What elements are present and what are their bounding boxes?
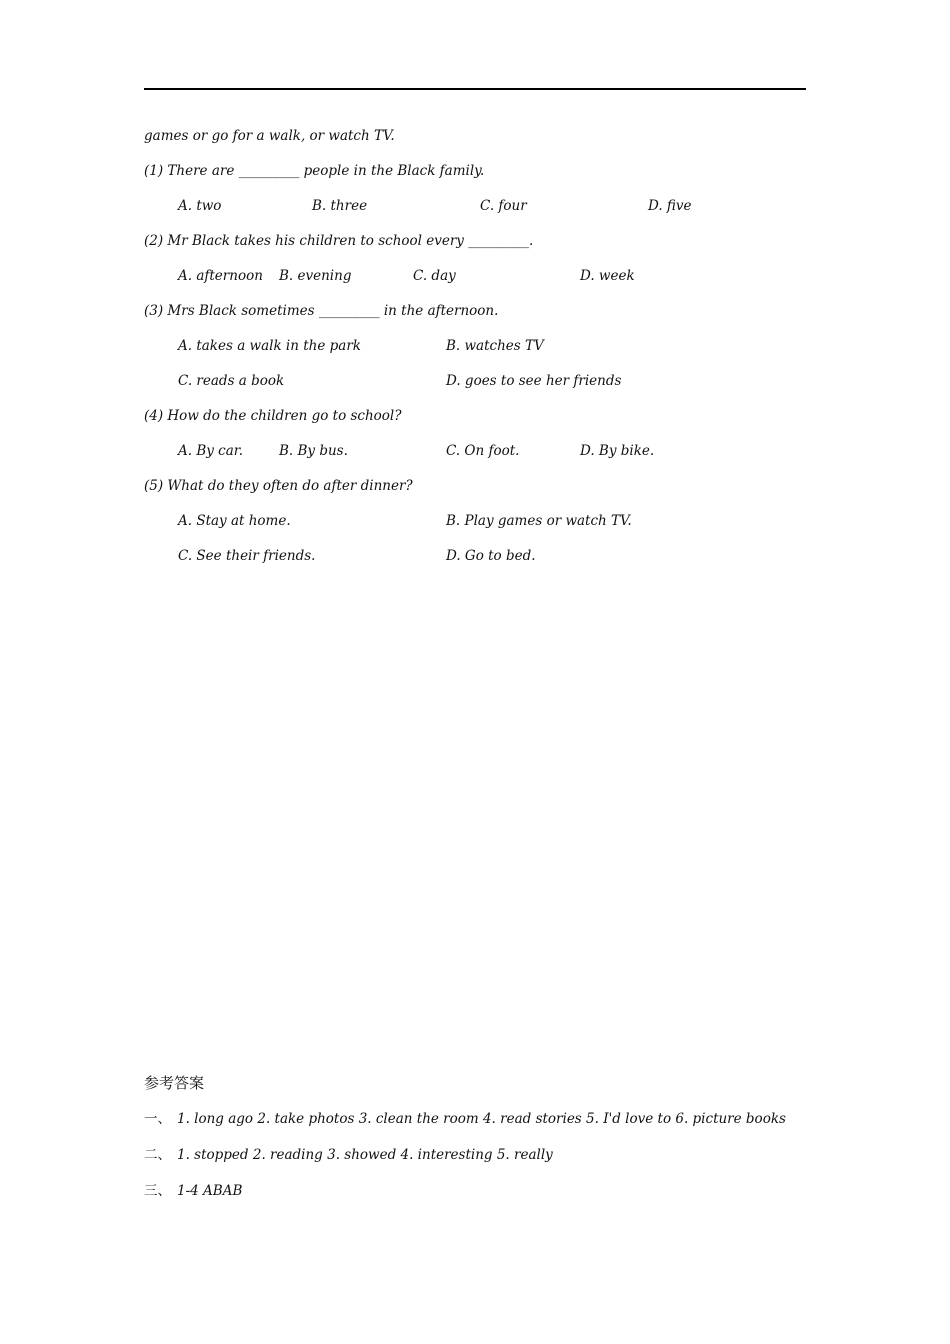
question-3-option-d: D. goes to see her friends xyxy=(446,373,622,389)
answers-title: 参考答案 xyxy=(144,1074,205,1092)
question-5-stem: (5) What do they often do after dinner? xyxy=(144,478,413,494)
answer-section-2 xyxy=(144,1143,553,1163)
passage-tail: games or go for a walk, or watch TV. xyxy=(144,128,395,144)
question-4-option-a: A. By car. xyxy=(178,443,244,459)
question-1-option-b: B. three xyxy=(312,198,368,214)
question-3-stem: (3) Mrs Black sometimes _________ in the afternoon. xyxy=(144,303,499,319)
header-rule xyxy=(144,88,806,90)
answer-section-3 xyxy=(144,1179,242,1199)
answer-section-1-number: 一、 xyxy=(144,1111,171,1127)
question-1-stem: (1) There are _________ people in the Black family. xyxy=(144,163,485,179)
question-4-option-b: B. By bus. xyxy=(279,443,348,459)
question-3-option-a: A. takes a walk in the park xyxy=(178,338,361,354)
question-1-option-d: D. five xyxy=(648,198,692,214)
answer-section-1 xyxy=(144,1107,786,1127)
question-5-option-b: B. Play games or watch TV. xyxy=(446,513,632,529)
answer-section-2-text: 1. stopped 2. reading 3. showed 4. interesting 5. really xyxy=(177,1147,553,1163)
answer-section-1-text: 1. long ago 2. take photos 3. clean the room 4. read stories 5. I'd love to 6. picture books xyxy=(177,1111,786,1127)
question-2-stem: (2) Mr Black takes his children to school every _________. xyxy=(144,233,534,249)
question-4-option-d: D. By bike. xyxy=(580,443,655,459)
question-1-option-c: C. four xyxy=(480,198,527,214)
question-2-option-d: D. week xyxy=(580,268,635,284)
question-4-option-c: C. On foot. xyxy=(446,443,520,459)
question-5-option-a: A. Stay at home. xyxy=(178,513,291,529)
question-1-option-a: A. two xyxy=(178,198,222,214)
question-2-option-b: B. evening xyxy=(279,268,352,284)
question-5-option-c: C. See their friends. xyxy=(178,548,316,564)
question-2-option-c: C. day xyxy=(413,268,456,284)
question-3-option-b: B. watches TV xyxy=(446,338,544,354)
answer-section-3-number: 三、 xyxy=(144,1183,171,1199)
answer-section-2-number: 二、 xyxy=(144,1147,171,1163)
question-3-option-c: C. reads a book xyxy=(178,373,285,389)
answer-section-3-text: 1-4 ABAB xyxy=(177,1183,243,1199)
question-5-option-d: D. Go to bed. xyxy=(446,548,536,564)
question-4-stem: (4) How do the children go to school? xyxy=(144,408,402,424)
question-2-option-a: A. afternoon xyxy=(178,268,263,284)
